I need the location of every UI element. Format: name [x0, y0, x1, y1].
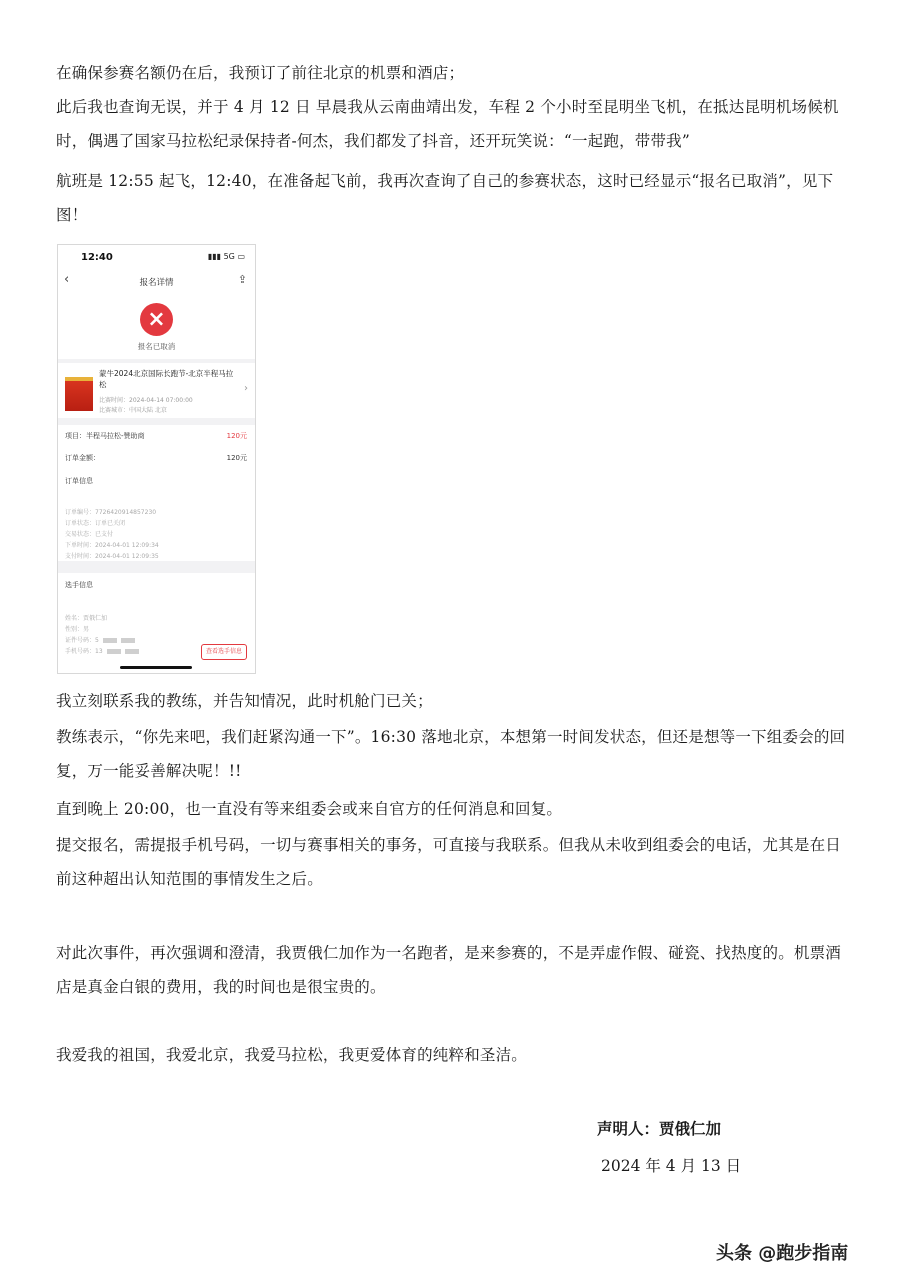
paragraph-1: 在确保参赛名额仍在后，我预订了前往北京的机票和酒店； — [56, 64, 465, 82]
home-indicator — [120, 666, 192, 669]
signal-indicator — [208, 252, 245, 261]
player-id: 证件号码：5 — [65, 637, 99, 644]
statement-date: 2024 年 4 月 13 日 — [601, 1157, 742, 1175]
registration-screenshot — [57, 244, 256, 674]
redaction-mark — [107, 649, 121, 654]
paragraph-9: 我爱我的祖国，我爱北京，我爱马拉松，我更爱体育的纯粹和圣洁。 — [56, 1046, 528, 1064]
player-line — [65, 635, 135, 644]
player-info-section — [58, 573, 255, 673]
player-section-title: 选手信息 — [65, 581, 93, 589]
event-city: 比赛城市：中国大陆 北京 — [99, 407, 167, 414]
watermark: 头条 @跑步指南 — [716, 1243, 849, 1264]
order-info-section — [58, 469, 255, 561]
event-name: 蒙牛2024北京国际长跑节-北京半程马拉松 — [99, 369, 234, 389]
order-section-title: 订单信息 — [65, 477, 93, 485]
order-amount-row — [58, 447, 255, 469]
phone-time: 12:40 — [81, 252, 113, 263]
phone-nav-bar — [58, 269, 255, 293]
order-line: 交易状态：已支付 — [65, 531, 114, 538]
share-icon[interactable]: ⇪ — [237, 273, 247, 286]
player-phone: 手机号码：13 — [65, 648, 103, 655]
network-label: 5G — [223, 252, 235, 261]
player-line: 姓名：贾俄仁加 — [65, 615, 108, 622]
redaction-mark — [125, 649, 139, 654]
redaction-mark — [121, 638, 135, 643]
paragraph-4: 我立刻联系我的教练，并告知情况，此时机舱门已关； — [56, 692, 433, 710]
paragraph-5: 教练表示，“你先来吧，我们赶紧沟通一下”。16:30 落地北京，本想第一时间发状态，但还是想等一下组委会的回复，万一能妥善解决呢！!! — [56, 728, 846, 780]
order-line: 支付时间：2024-04-01 12:09:35 — [65, 553, 159, 560]
order-line: 订单状态：订单已关闭 — [65, 520, 126, 527]
item-price: 120元 — [226, 432, 247, 440]
paragraph-2: 此后我也查询无误，并于 4 月 12 日 早晨我从云南曲靖出发，车程 2 个小时至昆明坐飞机，在抵达昆明机场候机时，偶遇了国家马拉松纪录保持者-何杰，我们都发了抖音，还开玩笑说：“一起跑，带带我” — [56, 98, 839, 150]
event-thumbnail — [65, 377, 93, 411]
order-amount-label: 订单金额： — [65, 454, 100, 462]
paragraph-3: 航班是 12:55 起飞，12:40，在准备起飞前，我再次查询了自己的参赛状态，这时已经显示“报名已取消”，见下图！ — [56, 172, 834, 224]
chevron-right-icon: › — [244, 383, 248, 394]
back-arrow-icon[interactable]: ‹ — [64, 272, 70, 287]
paragraph-7: 提交报名，需提报手机号码，一切与赛事相关的事务，可直接与我联系。但我从未收到组委会的电话，尤其是在日前这种超出认知范围的事情发生之后。 — [56, 836, 842, 888]
item-label: 项目：半程马拉松-赞助商 — [65, 432, 145, 440]
player-line: 性别：男 — [65, 626, 90, 633]
signature: 声明人：贾俄仁加 — [597, 1119, 722, 1138]
redaction-mark — [103, 638, 117, 643]
view-player-button[interactable]: 查看选手信息 — [201, 644, 247, 660]
status-text: 报名已取消 — [137, 342, 176, 351]
battery-icon: ▭ — [237, 252, 245, 261]
order-amount: 120元 — [226, 454, 247, 462]
status-panel — [58, 293, 255, 359]
event-time: 比赛时间：2024-04-14 07:00:00 — [99, 397, 193, 404]
paragraph-8: 对此次事件，再次强调和澄清，我贾俄仁加作为一名跑者，是来参赛的，不是弄虚作假、碰瓷、找热度的。机票酒店是真金白银的费用，我的时间也是很宝贵的。 — [56, 944, 842, 996]
player-line — [65, 646, 139, 655]
signal-icon: ▮▮▮ — [207, 252, 222, 261]
order-line: 订单编号：7726420914857230 — [65, 509, 157, 516]
phone-page-title: 报名详情 — [139, 278, 174, 288]
paragraph-6: 直到晚上 20:00，也一直没有等来组委会或来自官方的任何消息和回复。 — [56, 800, 563, 818]
close-icon: × — [140, 303, 173, 336]
event-card[interactable] — [58, 363, 255, 418]
item-row — [58, 425, 255, 447]
phone-status-bar — [58, 245, 255, 269]
order-line: 下单时间：2024-04-01 12:09:34 — [65, 542, 159, 549]
